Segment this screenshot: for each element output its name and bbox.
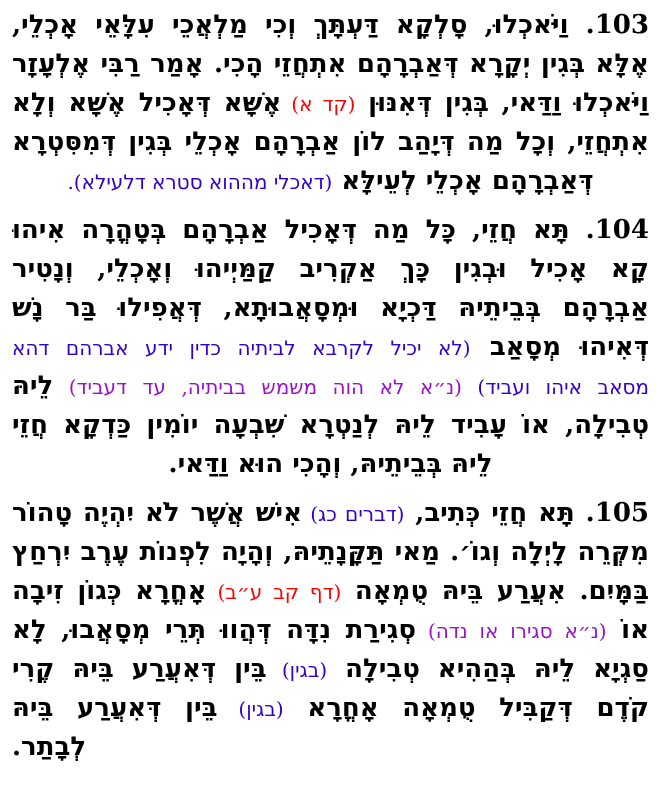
paragraph-103 — [12, 6, 649, 201]
text-line — [12, 445, 649, 484]
text-line — [12, 494, 649, 533]
text-line — [12, 650, 649, 689]
text-line — [12, 289, 649, 328]
text-line — [12, 123, 649, 162]
gloss-note: (בגין) — [266, 658, 328, 682]
text-line — [12, 367, 649, 406]
text-line — [12, 572, 649, 611]
paragraph-105 — [12, 494, 649, 767]
paragraph-number: 104. — [569, 215, 649, 245]
main-text: אָחֳרָא כְּגוֹן זִיבָה — [12, 576, 207, 606]
text-line — [12, 250, 649, 289]
main-text: לֵיהּ — [12, 371, 54, 401]
main-text: בֵּין דְּאִעֲרַע בֵּיהּ קֶרִי — [12, 654, 267, 684]
text-line — [12, 45, 649, 84]
text-line — [12, 728, 649, 767]
main-text: תָּא חֲזֵי, כָּל מַה דְּאָכִיל אַבְרָהָם בְּטָהֳרָה אִיהוּ — [12, 215, 570, 245]
main-text: מִקְּרֵה לָיְלָה וְגוֹ׳. מַאי תַּקָּנָתֵיהּ, וְהָיָה לִפְנוֹת עֶרֶב יִרְחַץ — [12, 537, 649, 567]
paragraph-104 — [12, 211, 649, 484]
main-text: דְּאִיהוּ מְסָאַב — [470, 332, 649, 362]
main-text: אַבְרָהָם בְּבֵיתֵיהּ דַּכְיָא וּמְסָאֲבוּתָא, דְּאֲפִילוּ בַּר נָשׁ — [12, 293, 649, 323]
main-text: בֵּין דְּאִעֲרַע בֵּיהּ — [12, 693, 218, 723]
main-text: וַיֹּאכְלוּ וַדַּאי, בְּגִין דְּאִנּוּן — [355, 88, 649, 118]
text-line — [12, 533, 649, 572]
variant-reading-note: (נ״א לא הוה משמש בביתיה, עד דעביד) — [53, 375, 462, 399]
main-text: דְּאַבְרָהָם אָכְלֵי לְעֵילָּא — [332, 166, 594, 196]
main-text: לְבָתַר. — [12, 732, 87, 762]
main-text: אִישׁ אֲשֶׁר לֹא יִהְיֶה טָהוֹר — [12, 498, 303, 528]
gloss-note: (בגין) — [217, 697, 284, 721]
text-line — [12, 328, 649, 367]
paragraph-number: 103. — [568, 10, 649, 40]
main-text: אֶלָּא בְּגִין יְקָרָא דְּאַבְרָהָם אִתְחֲזֵי הָכִי. אָמַר רַבִּי אֶלְעָזָר — [12, 49, 649, 79]
main-text: וַיֹּאכְלוּ, סָלְקָא דַּעְתָּךְ וְכִי מַלְאֲכֵי עִלָּאֵי אָכְלֵי, — [12, 10, 569, 40]
main-text: טְבִילָה, אוֹ עָבִיד לֵיהּ לְנַטְרָא שִׁבְעָה יוֹמִין כַּדְקָא חֲזֵי — [12, 410, 649, 440]
main-text: קָא אָכִיל וּבְגִין כָּךְ אַקְרִיב קַמַּיְיהוּ וְאָכְלֵי, וְנָטִיר — [12, 254, 649, 284]
gloss-note: (דברים כג) — [302, 502, 405, 526]
main-text: תָּא חֲזֵי כְּתִיב, — [404, 498, 575, 528]
paragraphs-container — [12, 6, 649, 767]
variant-reading-note: (נ״א סגירו או נדה) — [416, 619, 607, 643]
main-text: סַגְיָא לֵיהּ בְּהַהִיא טְבִילָה — [327, 654, 649, 684]
text-line — [12, 211, 649, 250]
main-text: אִתְחֲזֵי, וְכָל מַה דְּיָהַב לוֹן אַבְרָהָם אָכְלֵי בְּגִין דְּמִסִּטְרָא — [12, 127, 649, 157]
gloss-note: מסאב איהו ועביד) — [461, 375, 649, 399]
main-text: בַּמָּיִם. אִעֲרַע בֵּיהּ טֻמְאָה — [341, 576, 649, 606]
gloss-note: (דאכלי מההוא סטרא דלעילא). — [67, 170, 333, 194]
main-text: סְגִירַת נִדָּה דְּהֲווּ תְּרֵי מְסָאֲבוּ, לָא — [12, 615, 417, 645]
main-text: לֵיהּ בְּבֵיתֵיהּ, וְהָכִי הוּא וַדַּאי. — [168, 449, 493, 479]
daf-reference: (דף קב ע״ב) — [206, 580, 342, 604]
text-line — [12, 162, 649, 201]
paragraph-number: 105. — [574, 498, 649, 528]
main-text: קֹדֶם דְּקַבִּיל טֻמְאָה אָחֳרָא — [283, 693, 649, 723]
main-text: אוֹ — [606, 615, 649, 645]
text-line — [12, 6, 649, 45]
daf-reference: (קד א) — [281, 92, 356, 116]
main-text: אֶשָּׁא דְּאָכִיל אֶשָּׁא וְלָא — [12, 88, 282, 118]
text-line — [12, 611, 649, 650]
text-line — [12, 406, 649, 445]
text-line — [12, 84, 649, 123]
text-line — [12, 689, 649, 728]
gloss-note: (לא יכיל לקרבא לביתיה כדין ידע אברהם דהא — [12, 336, 471, 360]
